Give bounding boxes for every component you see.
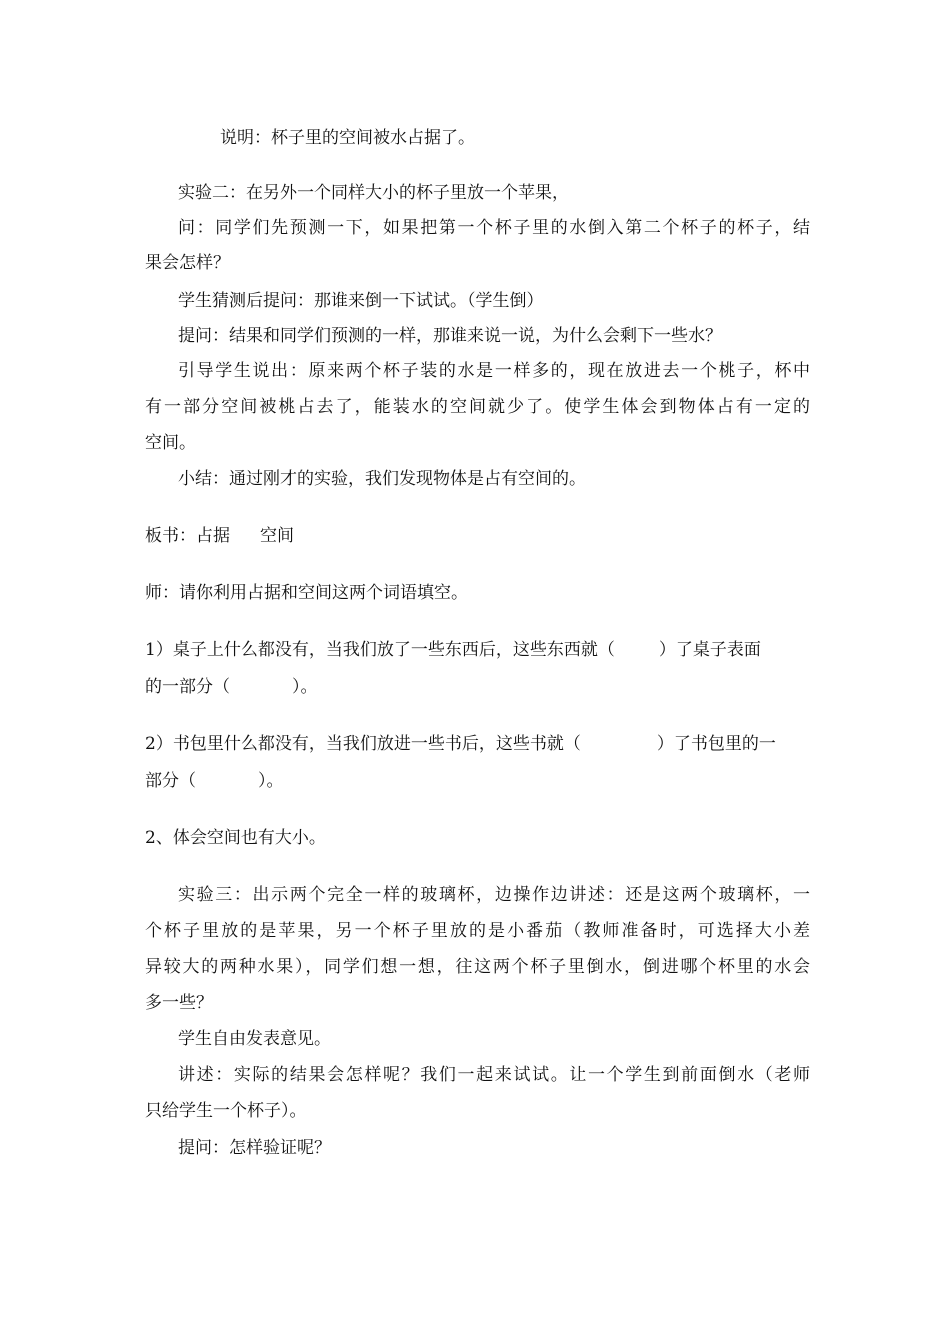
fill-blank-2-line-2: [145, 766, 810, 796]
student-guess-line: 学生猜测后提问：那谁来倒一下试试。（学生倒）: [178, 291, 544, 311]
fill-blank-2-text-b: ）了书包里的一: [656, 734, 776, 754]
note-line: 说明：杯子里的空间被水占据了。: [220, 128, 475, 148]
verify-question-line: 提问：怎样验证呢？: [178, 1138, 331, 1158]
fill-blank-2-line-1: [145, 729, 810, 759]
narration-line: 讲述：实际的结果会怎样呢？我们一起来试试。让一个学生到前面倒水（老师: [178, 1065, 810, 1085]
student-opinion-line: 学生自由发表意见。: [178, 1029, 331, 1049]
guide-line-cont-1: 有一部分空间被桃占去了，能装水的空间就少了。使学生体会到物体占有一定的: [145, 397, 810, 417]
fill-blank-1-text-b: ）了桌子表面: [658, 640, 761, 660]
experiment-three-cont-3: 多一些？: [145, 993, 213, 1013]
experiment-two-line: 实验二：在另外一个同样大小的杯子里放一个苹果，: [178, 183, 569, 203]
fill-blank-1-text-c: 的一部分（: [145, 677, 230, 697]
fill-blank-2-text-c: 部分（: [145, 771, 196, 791]
experiment-three-line: 实验三：出示两个完全一样的玻璃杯，边操作边讲述：还是这两个玻璃杯，一: [178, 885, 810, 905]
summary-line: 小结：通过刚才的实验，我们发现物体是占有空间的。: [178, 469, 586, 489]
fill-blank-1-text-a: 1）桌子上什么都没有，当我们放了一些东西后，这些东西就（: [145, 640, 615, 660]
guide-line: 引导学生说出：原来两个杯子装的水是一样多的，现在放进去一个桃子，杯中: [178, 361, 810, 381]
fill-blank-1-text-d: ）。: [292, 677, 318, 697]
blackboard-word-2: 空间: [260, 526, 294, 546]
fill-blank-2-text-d: ）。: [258, 771, 284, 791]
blackboard-word-1: 板书：占据: [145, 526, 230, 546]
fill-blank-2-text-a: 2）书包里什么都没有，当我们放进一些书后，这些书就（: [145, 734, 581, 754]
narration-line-cont: 只给学生一个杯子）。: [145, 1101, 307, 1121]
question-line-cont: 果会怎样？: [145, 253, 230, 273]
fill-blank-1-line-2: [145, 672, 810, 702]
guide-line-cont-2: 空间。: [145, 433, 196, 453]
teacher-instruction-line: 师：请你利用占据和空间这两个词语填空。: [145, 583, 468, 603]
question-line: 问：同学们先预测一下，如果把第一个杯子里的水倒入第二个杯子的杯子，结: [178, 218, 810, 238]
experiment-three-cont-1: 个杯子里放的是苹果，另一个杯子里放的是小番茄（教师准备时，可选择大小差: [145, 921, 810, 941]
experiment-three-cont-2: 异较大的两种水果），同学们想一想，往这两个杯子里倒水，倒进哪个杯里的水会: [145, 957, 810, 977]
section-heading: 2、体会空间也有大小。: [145, 828, 326, 848]
blackboard-line: [145, 521, 810, 551]
fill-blank-1-line-1: [145, 635, 810, 665]
ask-line: 提问：结果和同学们预测的一样，那谁来说一说，为什么会剩下一些水？: [178, 326, 722, 346]
